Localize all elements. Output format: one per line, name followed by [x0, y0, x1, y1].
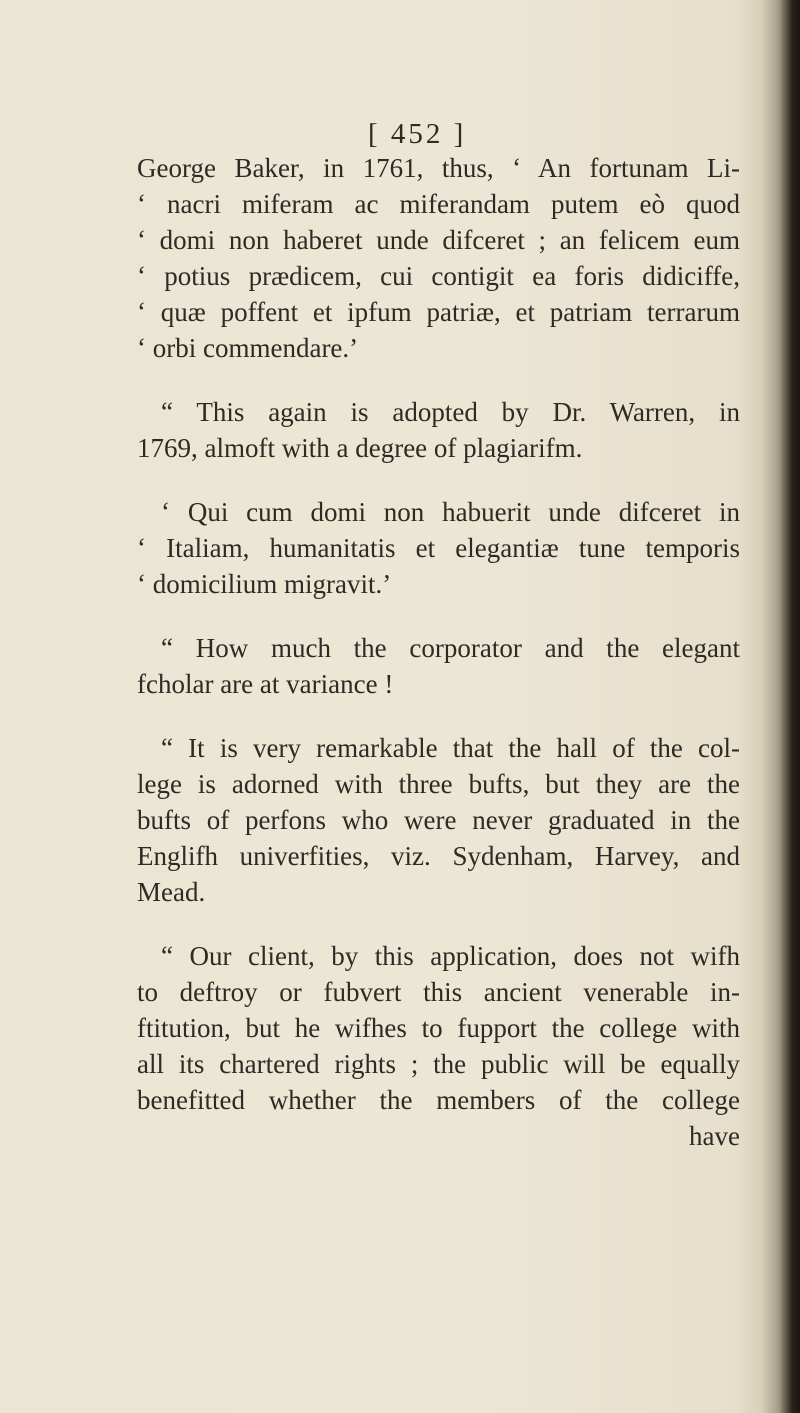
text-line: ‘ Italiam, humanitatis et elegantiæ tune temporis — [137, 533, 740, 563]
text-line: ‘ domicilium migravit.’ — [137, 569, 392, 599]
text-line: Mead. — [137, 877, 206, 907]
paragraph-4 — [137, 630, 740, 702]
text-line: all its chartered rights ; the public will be equally — [137, 1049, 740, 1079]
paragraph-5 — [137, 730, 740, 910]
page-body-text — [137, 150, 740, 1154]
text-line: lege is adorned with three bufts, but they are the — [137, 769, 740, 799]
text-line: “ Our client, by this application, does not wifh — [161, 941, 740, 971]
text-line: ‘ potius prædicem, cui contigit ea foris didiciffe, — [137, 261, 740, 291]
page-number-header: [ 452 ] — [368, 118, 467, 150]
text-line: fcholar are at variance ! — [137, 669, 394, 699]
text-line: “ How much the corporator and the elegant — [161, 633, 740, 663]
text-line: bufts of perfons who were never graduated in the — [137, 805, 740, 835]
text-line: “ This again is adopted by Dr. Warren, in — [161, 397, 740, 427]
text-line: to deftroy or fubvert this ancient venerable in- — [137, 977, 740, 1007]
text-line: ‘ orbi commendare.’ — [137, 333, 359, 363]
text-line: ‘ domi non haberet unde difceret ; an felicem eum — [137, 225, 740, 255]
catchword: have — [689, 1121, 740, 1151]
text-line: Englifh univerfities, viz. Sydenham, Harvey, and — [137, 841, 740, 871]
text-line: 1769, almoft with a degree of plagiarifm. — [137, 433, 583, 463]
page-binding-shadow — [762, 0, 800, 1413]
text-line: George Baker, in 1761, thus, ‘ An fortunam Li- — [137, 153, 740, 183]
text-line: ‘ quæ poffent et ipfum patriæ, et patriam terrarum — [137, 297, 740, 327]
text-line: “ It is very remarkable that the hall of the col- — [161, 733, 740, 763]
text-line: ‘ Qui cum domi non habuerit unde difceret in — [161, 497, 740, 527]
text-line: ‘ nacri miferam ac miferandam putem eò quod — [137, 189, 740, 219]
paragraph-3 — [137, 494, 740, 602]
text-line: benefitted whether the members of the college — [137, 1085, 740, 1115]
paragraph-1 — [137, 150, 740, 366]
paragraph-2 — [137, 394, 740, 466]
paragraph-6 — [137, 938, 740, 1118]
text-line: ftitution, but he wifhes to fupport the college with — [137, 1013, 740, 1043]
